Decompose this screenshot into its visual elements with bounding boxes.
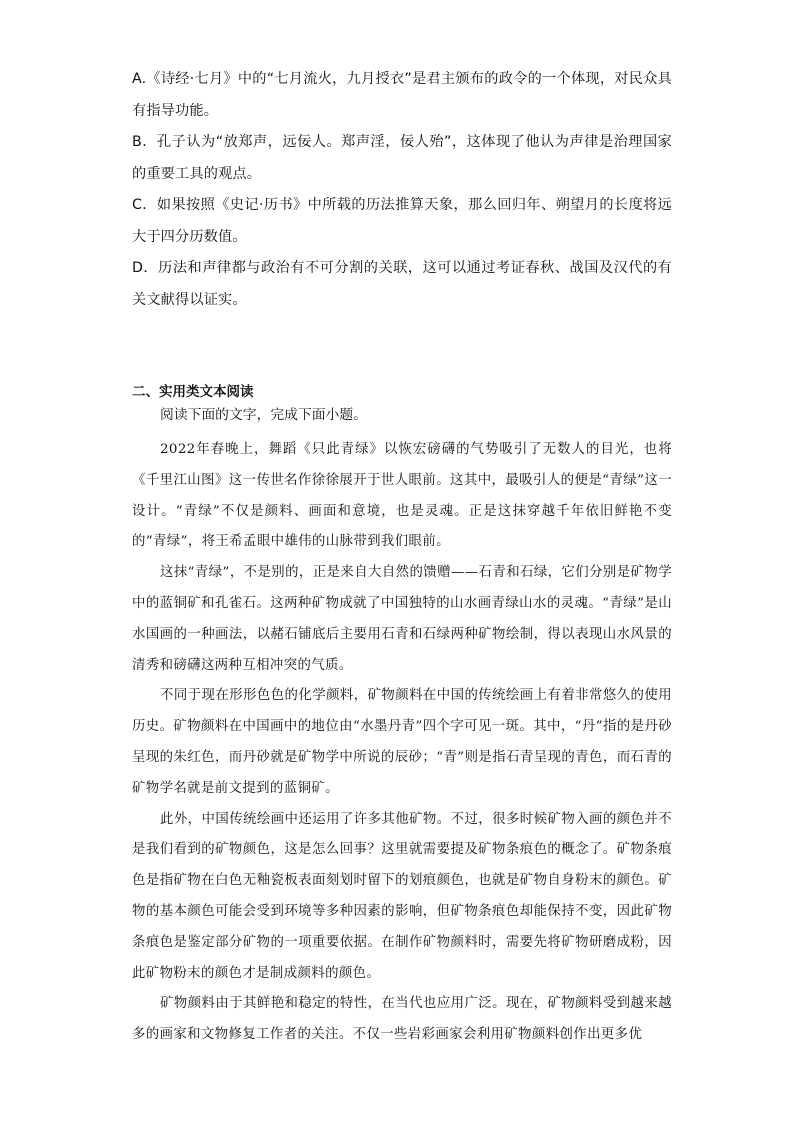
option-c: C．如果按照《史记·历书》中所载的历法推算天象，那么回归年、朔望月的长度将远大于四分历数值。 (132, 197, 672, 245)
passage-paragraph: 2022年春晚上，舞蹈《只此青绿》以恢宏磅礴的气势吸引了无数人的目光，也将《千里江山图》这一传世名作徐徐展开于世人眼前。这其中，最吸引人的便是“青绿”这一设计。“青绿”不仅是颜料、画面和意境，也是灵魂。正是这抹穿越千年依旧鲜艳不变的“青绿”，将王希孟眼中雄伟的山脉带到我们眼前。 (132, 442, 672, 550)
passage-paragraph: 矿物颜料由于其鲜艳和稳定的特性，在当代也应用广泛。现在，矿物颜料受到越来越多的画家和文物修复工作者的关注。不仅一些岩彩画家会利用矿物颜料创作出更多优 (132, 996, 672, 1043)
reading-passage (132, 435, 672, 1051)
answer-options (132, 64, 672, 316)
option-d: D．历法和声律都与政治有不可分割的关联，这可以通过考证春秋、战国及汉代的有关文献得以证实。 (132, 260, 672, 308)
option-a: A.《诗经·七月》中的“七月流火，九月授衣”是君主颁布的政令的一个体现，对民众具有指导功能。 (132, 71, 672, 119)
passage-paragraph: 不同于现在形形色色的化学颜料，矿物颜料在中国的传统绘画上有着非常悠久的使用历史。矿物颜料在中国画中的地位由“水墨丹青”四个字可见一斑。其中，“丹”指的是丹砂呈现的朱红色，而丹砂就是矿物学中所说的辰砂；“青”则是指石青呈现的青色，而石青的矿物学名就是前文提到的蓝铜矿。 (132, 688, 672, 796)
section-instruction: 阅读下面的文字，完成下面小题。 (160, 407, 367, 423)
passage-paragraph: 此外，中国传统绘画中还运用了许多其他矿物。不过，很多时候矿物入画的颜色并不是我们看到的矿物颜色，这是怎么回事？这里就需要提及矿物条痕色的概念了。矿物条痕色是指矿物在白色无釉瓷板表面刻划时留下的划痕颜色，也就是矿物自身粉末的颜色。矿物的基本颜色可能会受到环境等多种因素的影响，但矿物条痕色却能保持不变，因此矿物条痕色是鉴定部分矿物的一项重要依据。在制作矿物颜料时，需要先将矿物研磨成粉，因此矿物粉末的颜色才是制成颜料的颜色。 (132, 811, 672, 981)
section-title: 二、实用类文本阅读 (132, 384, 254, 400)
passage-paragraph: 这抹“青绿”，不是别的，正是来自大自然的馈赠——石青和石绿，它们分别是矿物学中的蓝铜矿和孔雀石。这两种矿物成就了中国独特的山水画青绿山水的灵魂。“青绿”是山水国画的一种画法，以赭石铺底后主要用石青和石绿两种矿物绘制，得以表现山水风景的清秀和磅礴这两种互相冲突的气质。 (132, 565, 672, 673)
practical-reading-section (132, 381, 672, 1051)
option-b: B．孔子认为“放郑声，远佞人。郑声淫，佞人殆”，这体现了他认为声律是治理国家的重要工具的观点。 (132, 134, 672, 182)
